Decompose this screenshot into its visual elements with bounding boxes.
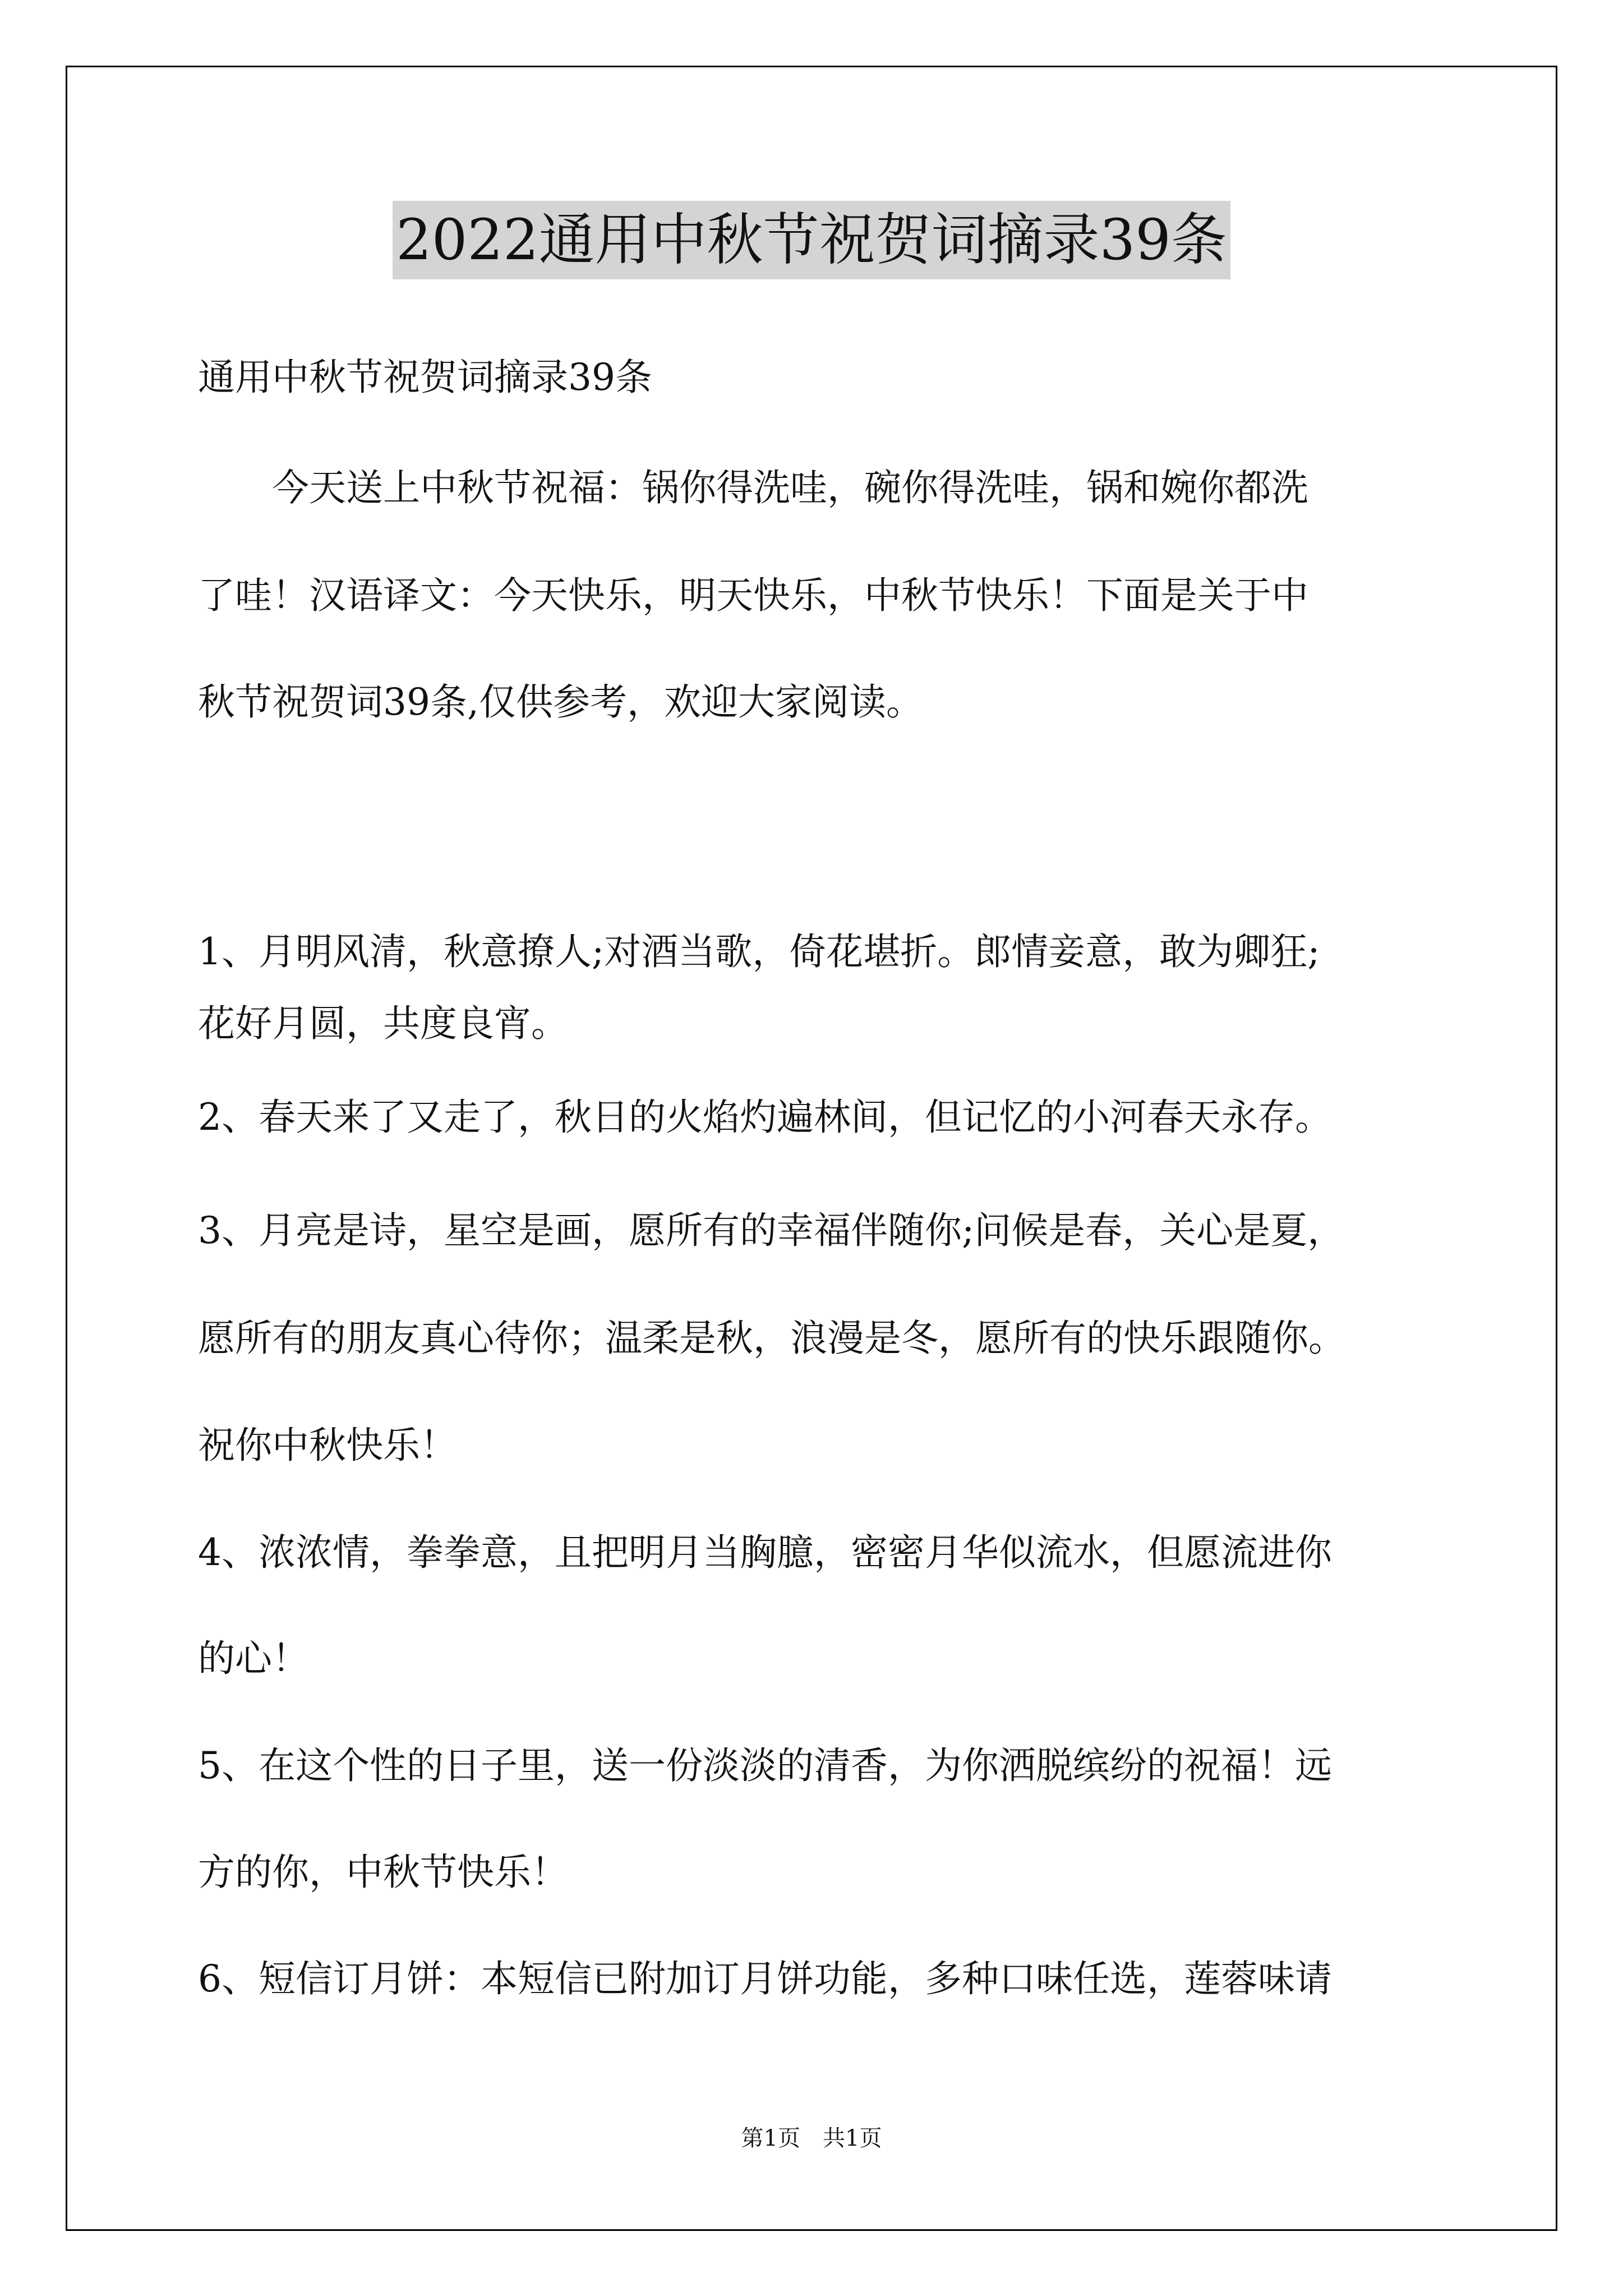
intro-line: 今天送上中秋节祝福：锅你得洗哇，碗你得洗哇，锅和婉你都洗 xyxy=(198,466,1308,509)
intro-line: 秋节祝贺词39条,仅供参考，欢迎大家阅读。 xyxy=(198,680,923,724)
list-item-line: 的心！ xyxy=(198,1637,309,1680)
list-item-line: 1、月明风清，秋意撩人;对酒当歌，倚花堪折。郎情妾意，敢为卿狂; xyxy=(198,930,1320,973)
list-item-line: 花好月圆，共度良宵。 xyxy=(198,1002,568,1045)
document-title: 2022通用中秋节祝贺词摘录39条 xyxy=(393,201,1230,279)
document-subtitle: 通用中秋节祝贺词摘录39条 xyxy=(198,356,652,399)
title-container xyxy=(0,201,1623,279)
page-footer: 第1页 共1页 xyxy=(741,2125,882,2151)
list-item-line: 2、春天来了又走了，秋日的火焰灼遍林间，但记忆的小河春天永存。 xyxy=(198,1096,1332,1139)
list-item-line: 3、月亮是诗，星空是画，愿所有的幸福伴随你;问候是春，关心是夏， xyxy=(198,1209,1345,1252)
list-item-line: 6、短信订月饼：本短信已附加订月饼功能，多种口味任选，莲蓉味请 xyxy=(198,1957,1332,2000)
list-item-line: 5、在这个性的日子里，送一份淡淡的清香，为你洒脱缤纷的祝福！远 xyxy=(198,1744,1332,1787)
list-item-line: 方的你，中秋节快乐！ xyxy=(198,1851,568,1894)
list-item-line: 愿所有的朋友真心待你；温柔是秋，浪漫是冬，愿所有的快乐跟随你。 xyxy=(198,1317,1345,1360)
intro-line: 了哇！汉语译文：今天快乐，明天快乐，中秋节快乐！下面是关于中 xyxy=(198,574,1308,617)
list-item-line: 4、浓浓情，拳拳意，且把明月当胸臆，密密月华似流水，但愿流进你 xyxy=(198,1531,1332,1574)
list-item-line: 祝你中秋快乐！ xyxy=(198,1424,457,1467)
